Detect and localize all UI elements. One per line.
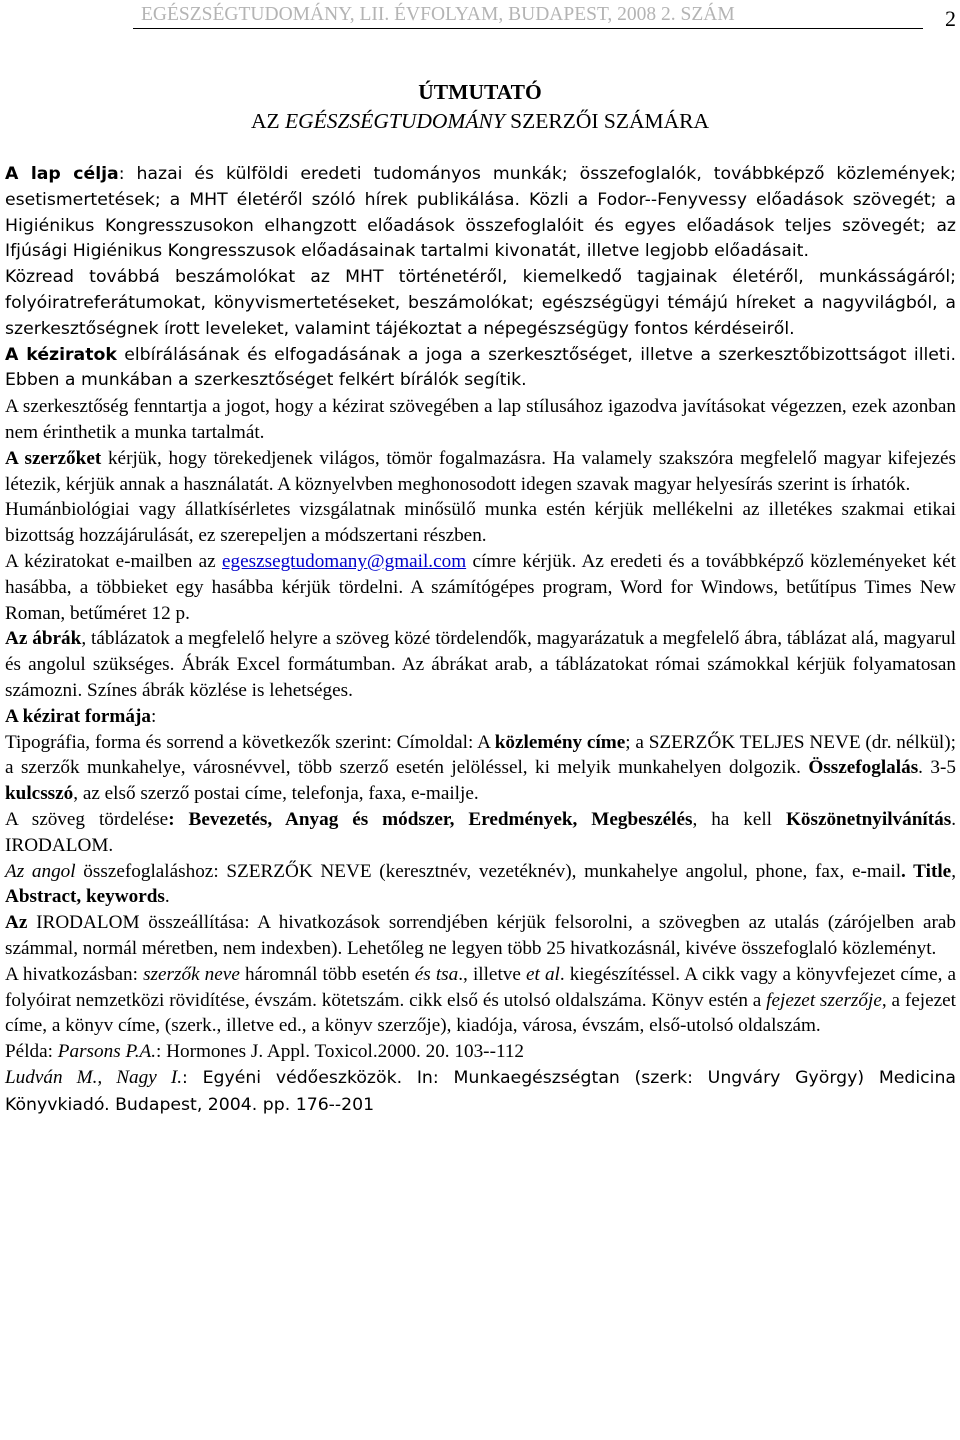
citation-italic-authors: szerzők neve — [143, 963, 240, 985]
citation-text-2: háromnál több esetén — [239, 963, 415, 985]
title-block — [0, 78, 960, 136]
paragraph-example-1 — [5, 1039, 956, 1065]
english-label: Az angol — [5, 860, 76, 882]
english-bold-abstract: Abstract, keywords — [5, 886, 165, 908]
typography-text-1: Tipográfia, forma és sorrend a következők szerint: Címoldal: A — [5, 731, 495, 753]
references-label: Az — [5, 912, 28, 934]
example-1-author: Parsons P.A. — [57, 1041, 157, 1063]
example-2-authors: Ludván M., Nagy I. — [5, 1066, 183, 1088]
submission-text-before: A kéziratokat e-mailben az — [5, 550, 222, 572]
aim-text: : hazai és külföldi eredeti tudományos munkák; összefoglalók, továbbképző közlemények; esetismertetések; a MHT életéről szóló hírek publikálása. Közli a Fodor--Fenyvessy előadások szövegét; a Higiénikus Kongresszusokon elhangzott előadások összefoglalóit és egyes előadások teljes szövegét; az Ifjúsági Higiénikus Kongresszusok előadásainak tartalmi kivonatát, illetve legjobb előadásait. — [5, 164, 956, 262]
english-text-3: . — [164, 886, 170, 908]
paragraph-typography — [5, 730, 956, 807]
form-heading-colon: : — [151, 705, 157, 727]
authors-text: kérjük, hogy törekedjenek világos, tömör fogalmazásra. Ha valamely szakszóra megfelelő magyar kifejezés létezik, kérjük annak a használatát. A köznyelvben meghonosodott idegen szavak magyar helyesírás szerint is írhatók. — [5, 447, 956, 495]
form-heading: A kézirat formája — [5, 705, 151, 727]
typography-text-2: ; a SZERZŐK TELJES NEVE (dr. nélkül); a szerzők munkahelye, városnévvel, több szerző esetén jelöléssel, ki melyik munkahelyen dolgozik. — [5, 731, 956, 779]
citation-italic-chapter-author: fejezet szerzője — [766, 989, 882, 1011]
paragraph-contents — [5, 265, 956, 342]
editorial-rights-text: A szerkesztőség fenntartja a jogot, hogy a kézirat szövegében a lap stílusához igazodva javításokat végezzen, ezek azonban nem érinthetik a munka tartalmát. — [5, 396, 956, 443]
citation-italic-es-tsa: és tsa — [414, 963, 459, 985]
paragraph-form-heading — [5, 704, 956, 730]
paragraph-example-2 — [5, 1065, 956, 1119]
email-link[interactable]: egeszsegtudomany@gmail.com — [222, 550, 467, 572]
subtitle-prefix: AZ — [250, 109, 285, 133]
citation-text-3: ., illetve — [458, 963, 526, 985]
running-header — [5, 4, 960, 32]
manuscripts-text: elbírálásának és elfogadásának a joga a szerkesztőséget, illetve a szerkesztőbizottságot illeti. Ebben a munkában a szerkesztőséget felkért bírálók segítik. — [5, 344, 956, 391]
example-1-text: : Hormones J. Appl. Toxicol.2000. 20. 103--112 — [156, 1041, 525, 1063]
example-2-text: : Egyéni védőeszközök. In: Munkaegészségtan (szerk: Ungváry György) Medicina Könyvkiadó. Budapest, 2004. pp. 176--201 — [5, 1067, 957, 1115]
paragraph-submission — [5, 549, 956, 626]
layout-text-2: , ha kell — [692, 808, 786, 830]
paragraph-layout — [5, 807, 956, 859]
typography-bold-summary: Összefoglalás — [808, 757, 919, 779]
authors-label: A szerzőket — [5, 447, 102, 469]
typography-text-3: . 3-5 — [918, 757, 956, 779]
figures-label: Az ábrák — [5, 628, 82, 650]
aim-label: A lap célja — [5, 164, 119, 184]
layout-text-1: A szöveg tördelése — [5, 808, 169, 830]
citation-text-5: , a fejezet címe, a könyv címe, (szerk., illetve ed., a könyv szerzője), kiadója, városa, évszám, első-utolsó oldalszám. — [5, 989, 956, 1037]
contents-text: Közread továbbá beszámolókat az MHT történetéről, kiemelkedő tagjainak életéről, munkásságáról; folyóiratreferátumokat, könyvismertetéseket, beszámolókat; egészségügyi témájú híreket a nagyvilágból, a szerkesztőségnek írott leveleket, valamint tájékoztat a népegészségügy fontos kérdéseiről. — [5, 267, 956, 339]
english-text-2: , — [951, 860, 956, 882]
paragraph-editorial-rights — [5, 394, 956, 446]
english-bold-title: . Title — [901, 860, 952, 882]
typography-bold-title: közlemény címe — [494, 731, 626, 753]
document-body — [5, 162, 956, 1118]
citation-text-4: . kiegészítéssel. A cikk vagy a könyvfejezet címe, a folyóirat nemzetközi rövidítése, évszám. kötetszám. cikk első és utolsó oldalszáma. Könyv estén a — [5, 963, 957, 1011]
figures-text: , táblázatok a megfelelő helyre a szöveg közé tördelendők, magyarázatuk a megfelelő ábra, táblázat alá, magyarul és angolul szükséges. Ábrák Excel formátumban. Az ábrákat arab, a táblázatokat római számokkal kérjük folyamatosan számozni. Színes ábrák közlése is lehetséges. — [5, 628, 957, 701]
citation-italic-et-al: et al — [526, 963, 560, 985]
paragraph-citation-format — [5, 962, 956, 1039]
paragraph-ethics — [5, 497, 956, 549]
english-text-1: összefoglaláshoz: SZERZŐK NEVE (keresztnév, vezetéknév), munkahelye angolul, phone, fax, e-mail — [75, 860, 902, 882]
manuscripts-label: A kéziratok — [5, 344, 117, 365]
typography-bold-keyword: kulcsszó — [5, 783, 74, 805]
page-title: ÚTMUTATÓ — [418, 80, 542, 104]
submission-text-after: címre kérjük. Az eredeti és a továbbképző közleményeket két hasábba, a többieket egy hasábba kérjük tördelni. A számítógépes program, Word for Windows, betűtípus Times New Roman, betűméret 12 p. — [5, 550, 956, 624]
paragraph-manuscripts — [5, 343, 956, 395]
typography-text-4: , az első szerző postai címe, telefonja, faxa, e-mailje. — [73, 783, 479, 805]
layout-bold-sections: : Bevezetés, Anyag és módszer, Eredmények, Megbeszélés — [168, 808, 693, 830]
layout-text-3: . IRODALOM. — [5, 808, 956, 856]
paragraph-figures — [5, 626, 956, 703]
subtitle-journal: EGÉSZSÉGTUDOMÁNY — [284, 109, 505, 133]
page-subtitle — [0, 107, 960, 136]
example-label: Példa: — [5, 1041, 58, 1063]
paragraph-english-summary — [5, 859, 956, 911]
layout-bold-acknowledgement: Köszönetnyilvánítás — [785, 808, 952, 830]
paragraph-aim — [5, 162, 956, 265]
header-rule — [133, 28, 923, 29]
subtitle-suffix: SZERZŐI SZÁMÁRA — [504, 109, 710, 133]
citation-text-1: A hivatkozásban: — [5, 963, 144, 985]
journal-header: EGÉSZSÉGTUDOMÁNY, LII. ÉVFOLYAM, BUDAPEST, 2008 2. SZÁM — [141, 4, 735, 25]
ethics-text: Humánbiológiai vagy állatkísérletes vizsgálatnak minősülő munka estén kérjük mellékelni az illetékes szakmai etikai bizottság hozzájárulását, ez szerepeljen a módszertani részben. — [5, 499, 956, 547]
references-text: IRODALOM összeállítása: A hivatkozások sorrendjében kérjük felsorolni, a szövegben az utalás (zárójelben arab számmal, normál méretben, nem indexben). Lehetőleg ne legyen több 25 hivatkozásnál, kivéve összefoglaló közleményt. — [5, 912, 956, 959]
page-number: 2 — [945, 6, 956, 31]
paragraph-references — [5, 910, 956, 962]
paragraph-authors — [5, 446, 956, 498]
